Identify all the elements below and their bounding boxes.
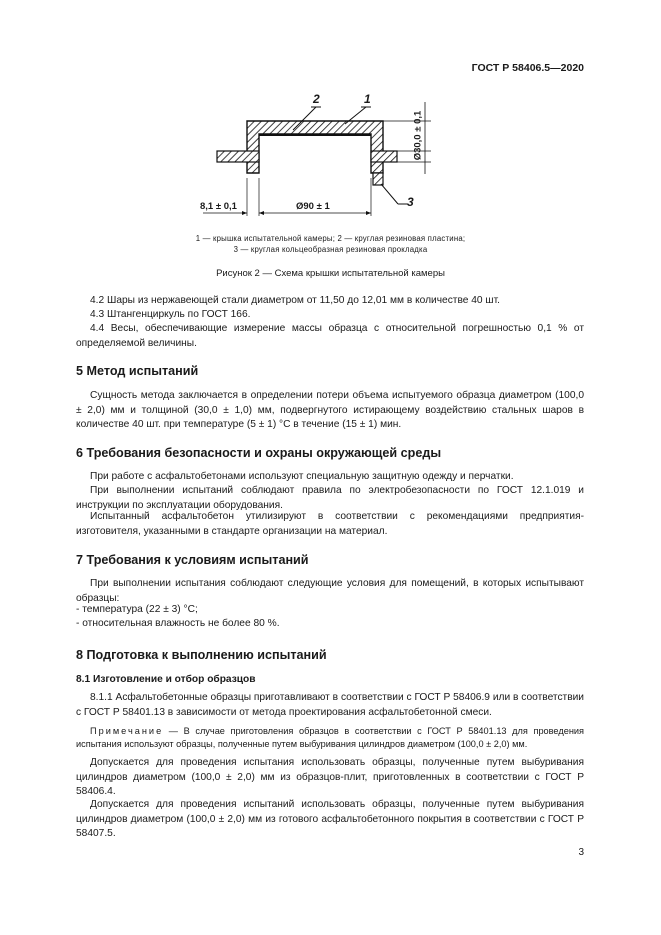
figure-caption: Рисунок 2 — Схема крышки испытательной камеры [216, 268, 445, 279]
section-8-note [76, 725, 584, 751]
note-text: — В случае приготовления образцов в соответствии с ГОСТ Р 58401.13 для проведения испытания используют образцы, полученные путем выбуривания цилиндров диаметром (100,0 ± 2,0) мм. [76, 726, 584, 749]
figure-legend-line1: 1 — крышка испытательной камеры; 2 — круглая резиновая пластина; [195, 234, 466, 243]
section-6-title: 6 Требования безопасности и охраны окружающей среды [76, 446, 442, 460]
section-6-p1: При работе с асфальтобетонами используют специальную защитную одежду и перчатки. [90, 471, 514, 482]
dim-height: Ø30,0 ± 0,1 [412, 110, 424, 161]
section-8-title: 8 Подготовка к выполнению испытаний [76, 648, 327, 662]
callout-2: 2 [313, 92, 320, 106]
dim-diameter: Ø90 ± 1 [296, 201, 330, 212]
section-5-title: 5 Метод испытаний [76, 364, 199, 378]
section-7-p1: При выполнении испытания соблюдают следующие условия для помещений, в которых испытывают образцы: [76, 578, 584, 604]
callout-1: 1 [364, 92, 371, 106]
rubber-plate [259, 134, 371, 136]
section-6-p3: Испытанный асфальтобетон утилизируют в соответствии с рекомендациями предприятия-изготовителя, указанными в стандарте организации на материал. [76, 511, 584, 537]
gasket [373, 173, 383, 185]
figure-legend-line2: 3 — круглая кольцеобразная резиновая прокладка [233, 245, 428, 254]
note-label: Примечание [90, 726, 164, 736]
section-8-p1: 8.1.1 Асфальтобетонные образцы приготавливают в соответствии с ГОСТ Р 58406.9 или в соответствии с ГОСТ Р 58401.13 в зависимости от метода проектирования асфальтобетонной смеси. [76, 692, 584, 718]
callout-3: 3 [407, 195, 414, 209]
left-tube [217, 151, 259, 162]
item-4-3: 4.3 Штангенциркуль по ГОСТ 166. [90, 309, 251, 320]
section-8-1-title: 8.1 Изготовление и отбор образцов [76, 674, 256, 685]
section-7-li1: - температура (22 ± 3) °С; [76, 604, 198, 615]
section-8-p2: Допускается для проведения испытания использовать образцы, полученные путем выбуривания цилиндров диаметром (100,0 ± 2,0) мм из образцов-плит, приготовленных в соответствии с ГОСТ Р 58406.4. [76, 757, 584, 797]
item-4-4: 4.4 Весы, обеспечивающие измерение массы образца с относительной погрешностью 0,1 % от определяемой величины. [76, 323, 584, 349]
page-number: 3 [578, 847, 584, 858]
item-4-2: 4.2 Шары из нержавеющей стали диаметром от 11,50 до 12,01 мм в количестве 40 шт. [90, 295, 500, 306]
dim-width: 8,1 ± 0,1 [200, 201, 237, 212]
section-8-p3: Допускается для проведения испытаний использовать образцы, полученные путем выбуривания цилиндров диаметром (100,0 ± 2,0) мм из готового асфальтобетонного покрытия в соответствии с ГОСТ Р 58407.5. [76, 799, 584, 839]
lid-body [247, 121, 383, 173]
section-6-p2: При выполнении испытаний соблюдают правила по электробезопасности по ГОСТ 12.1.019 и инструкции по эксплуатации оборудования. [76, 485, 584, 511]
header-doc-id: ГОСТ Р 58406.5—2020 [471, 62, 584, 74]
section-7-title: 7 Требования к условиям испытаний [76, 553, 309, 567]
section-7-li2: - относительная влажность не более 80 %. [76, 618, 280, 629]
right-tube [371, 151, 397, 162]
section-5-p1: Сущность метода заключается в определении потери объема испытуемого образца диаметром (100,0 ± 2,0) мм и толщиной (30,0 ± 1,0) мм, подвергнутого истирающему воздействию стальных шаров в количестве 40 шт. при температуре (5 ± 1) °С в течение (15 ± 1) мин. [76, 390, 584, 430]
